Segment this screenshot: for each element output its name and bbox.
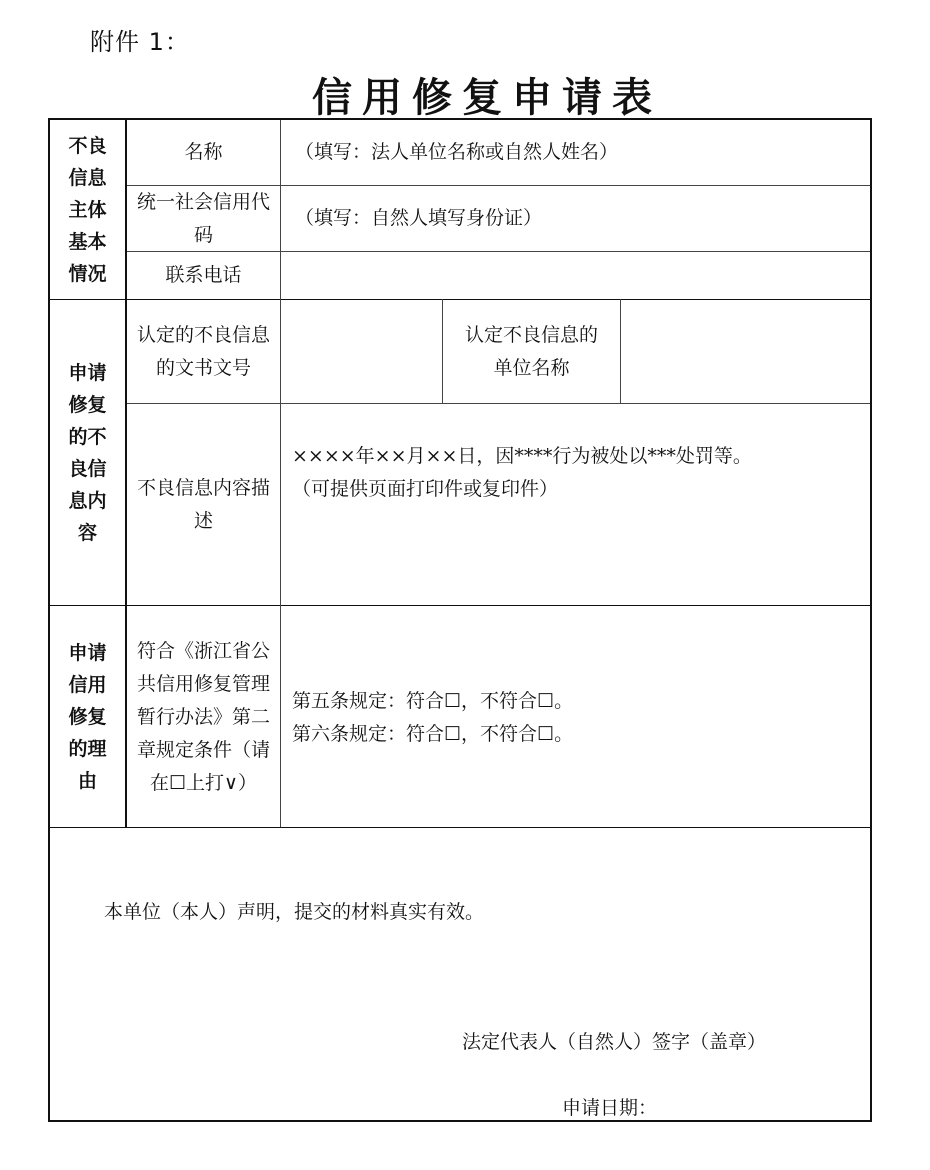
credit-code-field[interactable]: （填写：自然人填写身份证）: [295, 207, 543, 229]
section3-bottom-border: [50, 827, 870, 828]
article5-checkbox-line[interactable]: 第五条规定：符合☐，不符合☐。: [292, 690, 574, 712]
date-label: 申请日期：: [562, 1097, 658, 1119]
description-line-1: ××××年××月××日，因****行为被处以***处罚等。: [292, 445, 752, 467]
criteria-label: 符合《浙江省公共信用修复管理暂行办法》第二章规定条件（请在☐上打∨）: [137, 639, 271, 794]
description-field[interactable]: [292, 440, 862, 506]
unit-name-field[interactable]: [621, 301, 870, 403]
signature-label: 法定代表人（自然人）签字（盖章）: [462, 1031, 767, 1053]
section3-side-label: 申请信用修复的理由: [68, 642, 107, 792]
description-line-2: （可提供页面打印件或复印件）: [292, 478, 559, 500]
unit-name-label: 认定不良信息的单位名称: [464, 324, 598, 379]
attachment-label: 附件 1：: [90, 28, 190, 56]
phone-field[interactable]: [281, 252, 870, 299]
section1-side-label: 不良信息主体基本情况: [68, 134, 107, 285]
credit-code-label: 统一社会信用代码: [137, 190, 271, 246]
doc-number-field[interactable]: [281, 301, 442, 403]
declaration-statement: 本单位（本人）声明，提交的材料真实有效。: [104, 901, 485, 923]
article6-checkbox-line[interactable]: 第六条规定：符合☐，不符合☐。: [292, 723, 574, 745]
description-label: 不良信息内容描述: [137, 476, 271, 532]
section2-side-label: 申请修复的不良信息内容: [68, 362, 107, 544]
doc-number-label: 认定的不良信息的文书文号: [137, 324, 271, 379]
criteria-field[interactable]: [292, 685, 862, 751]
name-label: 名称: [184, 141, 223, 163]
phone-label: 联系电话: [165, 264, 242, 286]
section1-bottom-border: [50, 299, 870, 300]
page-title: 信用修复申请表: [312, 74, 662, 121]
name-field[interactable]: （填写：法人单位名称或自然人姓名）: [295, 141, 619, 163]
section2-bottom-border: [50, 605, 870, 606]
application-form-table: [48, 118, 872, 1122]
